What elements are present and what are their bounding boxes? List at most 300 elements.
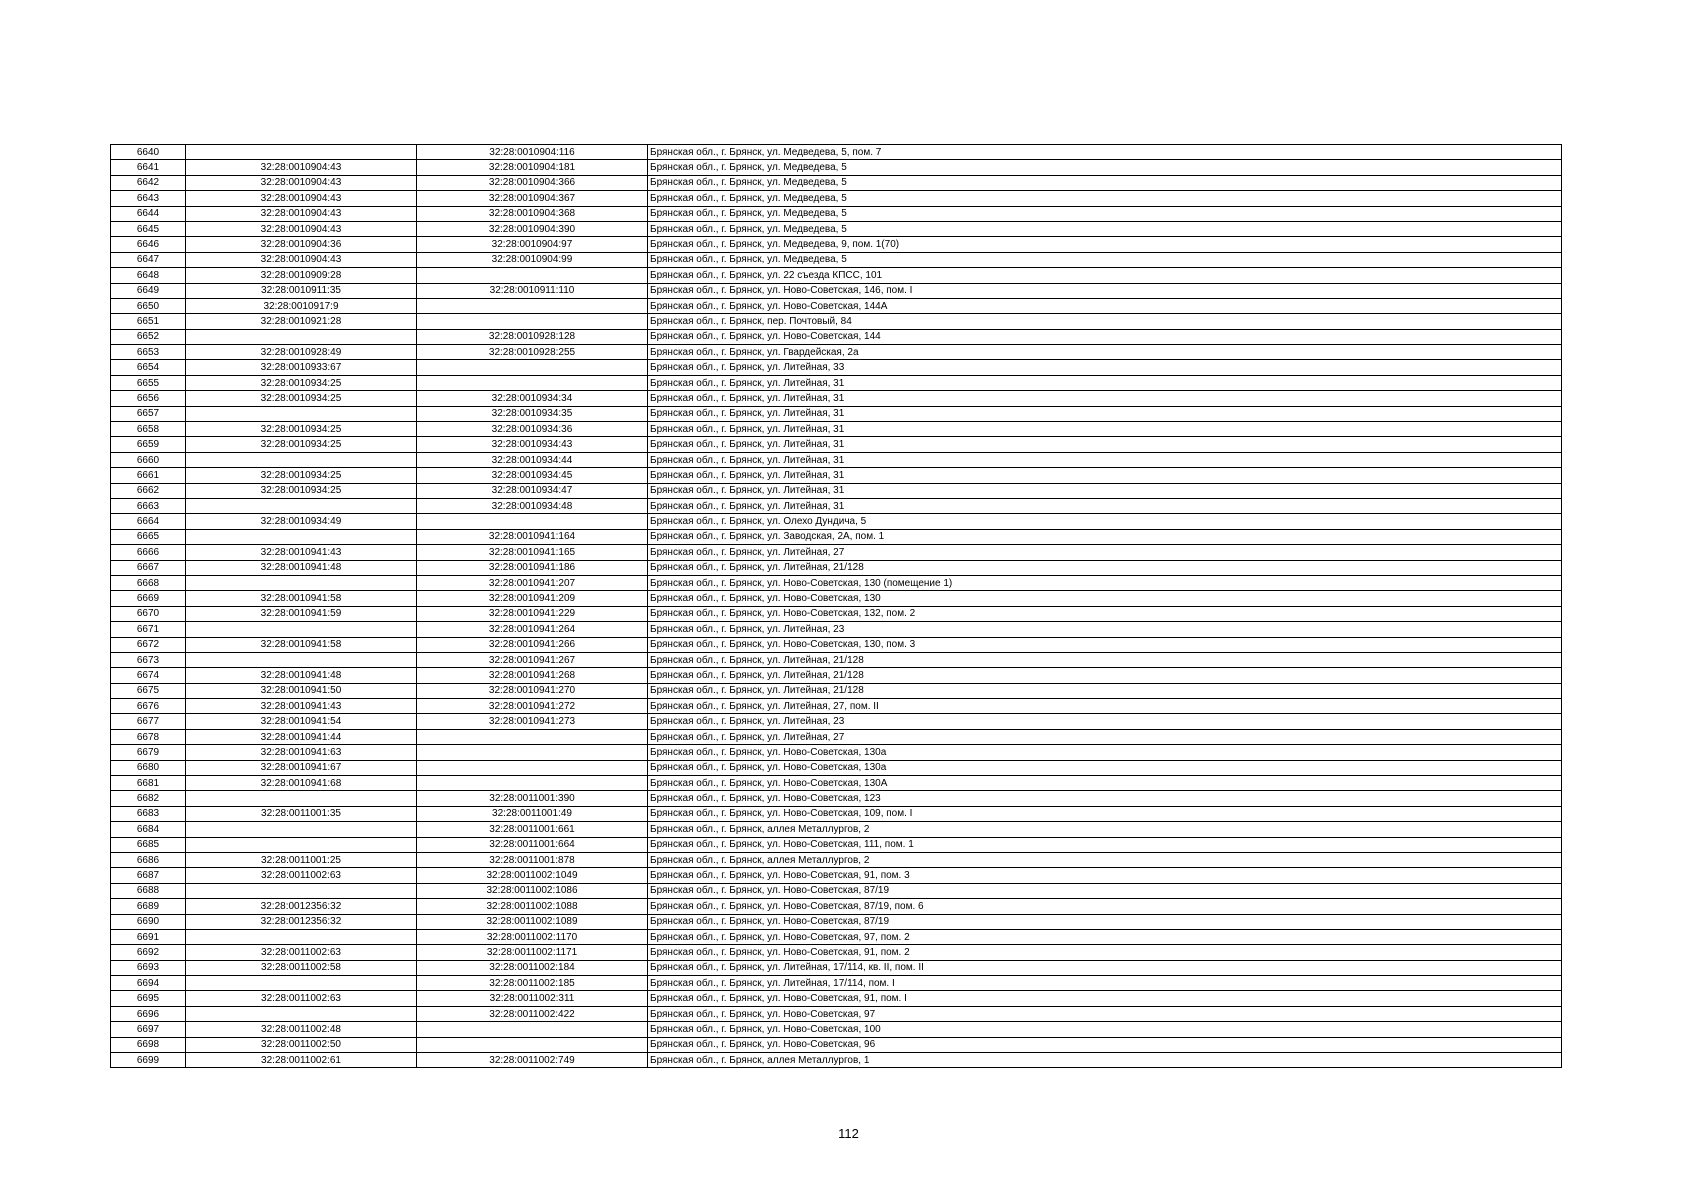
address-cell: Брянская обл., г. Брянск, ул. Литейная, 31: [648, 406, 1562, 421]
address-cell: Брянская обл., г. Брянск, ул. Олехо Дундича, 5: [648, 514, 1562, 529]
parent-cadastral-number-cell: 32:28:0010941:59: [186, 606, 417, 621]
table-row: [111, 268, 1562, 283]
address-cell: Брянская обл., г. Брянск, ул. Литейная, 21/128: [648, 683, 1562, 698]
cadastral-number-cell: 32:28:0010934:44: [417, 452, 648, 467]
parent-cadastral-number-cell: 32:28:0010904:43: [186, 191, 417, 206]
row-number-cell: 6667: [111, 560, 186, 575]
table-row: [111, 929, 1562, 944]
table-row: [111, 145, 1562, 160]
address-cell: Брянская обл., г. Брянск, ул. Медведева, 5: [648, 175, 1562, 190]
cadastral-number-cell: [417, 298, 648, 313]
row-number-cell: 6696: [111, 1006, 186, 1021]
table-row: [111, 883, 1562, 898]
row-number-cell: 6690: [111, 914, 186, 929]
address-cell: Брянская обл., г. Брянск, ул. Ново-Советская, 87/19: [648, 914, 1562, 929]
parent-cadastral-number-cell: 32:28:0010904:43: [186, 206, 417, 221]
row-number-cell: 6642: [111, 175, 186, 190]
parent-cadastral-number-cell: 32:28:0010941:48: [186, 668, 417, 683]
cadastral-number-cell: 32:28:0010904:99: [417, 252, 648, 267]
row-number-cell: 6655: [111, 375, 186, 390]
row-number-cell: 6693: [111, 960, 186, 975]
cadastral-number-cell: 32:28:0011001:390: [417, 791, 648, 806]
table-row: [111, 175, 1562, 190]
cadastral-number-cell: 32:28:0010911:110: [417, 283, 648, 298]
address-cell: Брянская обл., г. Брянск, ул. Литейная, 31: [648, 452, 1562, 467]
address-cell: Брянская обл., г. Брянск, ул. Литейная, 31: [648, 498, 1562, 513]
address-cell: Брянская обл., г. Брянск, ул. 22 съезда КПСС, 101: [648, 268, 1562, 283]
cadastral-number-cell: 32:28:0010941:165: [417, 545, 648, 560]
table-row: [111, 345, 1562, 360]
cadastral-number-cell: [417, 1022, 648, 1037]
address-cell: Брянская обл., г. Брянск, ул. Литейная, 31: [648, 422, 1562, 437]
cadastral-number-cell: 32:28:0011002:1170: [417, 929, 648, 944]
address-cell: Брянская обл., г. Брянск, ул. Литейная, 17/114, пом. I: [648, 976, 1562, 991]
table-row: [111, 314, 1562, 329]
row-number-cell: 6692: [111, 945, 186, 960]
cadastral-number-cell: 32:28:0010928:255: [417, 345, 648, 360]
table-row: [111, 298, 1562, 313]
address-cell: Брянская обл., г. Брянск, ул. Литейная, 33: [648, 360, 1562, 375]
parent-cadastral-number-cell: [186, 929, 417, 944]
address-cell: Брянская обл., г. Брянск, пер. Почтовый, 84: [648, 314, 1562, 329]
address-cell: Брянская обл., г. Брянск, ул. Ново-Советская, 97: [648, 1006, 1562, 1021]
address-cell: Брянская обл., г. Брянск, ул. Ново-Советская, 130: [648, 591, 1562, 606]
address-cell: Брянская обл., г. Брянск, ул. Ново-Советская, 111, пом. 1: [648, 837, 1562, 852]
cadastral-number-cell: 32:28:0011002:1086: [417, 883, 648, 898]
parent-cadastral-number-cell: [186, 652, 417, 667]
parent-cadastral-number-cell: 32:28:0012356:32: [186, 899, 417, 914]
row-number-cell: 6656: [111, 391, 186, 406]
parent-cadastral-number-cell: 32:28:0010934:49: [186, 514, 417, 529]
row-number-cell: 6641: [111, 160, 186, 175]
table-row: [111, 606, 1562, 621]
table-row: [111, 729, 1562, 744]
table-row: [111, 622, 1562, 637]
row-number-cell: 6694: [111, 976, 186, 991]
table-row: [111, 575, 1562, 590]
address-cell: Брянская обл., г. Брянск, ул. Ново-Советская, 87/19: [648, 883, 1562, 898]
row-number-cell: 6684: [111, 822, 186, 837]
cadastral-number-cell: 32:28:0011002:1088: [417, 899, 648, 914]
parent-cadastral-number-cell: 32:28:0010904:43: [186, 175, 417, 190]
registry-table: [110, 144, 1562, 1068]
cadastral-number-cell: 32:28:0010941:268: [417, 668, 648, 683]
table-row: [111, 422, 1562, 437]
table-row: [111, 283, 1562, 298]
table-row: [111, 191, 1562, 206]
cadastral-number-cell: [417, 514, 648, 529]
row-number-cell: 6697: [111, 1022, 186, 1037]
row-number-cell: 6676: [111, 699, 186, 714]
address-cell: Брянская обл., г. Брянск, ул. Заводская, 2А, пом. 1: [648, 529, 1562, 544]
table-row: [111, 437, 1562, 452]
row-number-cell: 6695: [111, 991, 186, 1006]
cadastral-number-cell: 32:28:0010928:128: [417, 329, 648, 344]
parent-cadastral-number-cell: [186, 329, 417, 344]
row-number-cell: 6648: [111, 268, 186, 283]
cadastral-number-cell: 32:28:0010904:368: [417, 206, 648, 221]
table-row: [111, 652, 1562, 667]
table-row: [111, 760, 1562, 775]
row-number-cell: 6685: [111, 837, 186, 852]
address-cell: Брянская обл., г. Брянск, ул. Ново-Советская, 91, пом. 2: [648, 945, 1562, 960]
parent-cadastral-number-cell: [186, 791, 417, 806]
table-row: [111, 945, 1562, 960]
parent-cadastral-number-cell: 32:28:0010904:36: [186, 237, 417, 252]
cadastral-number-cell: 32:28:0010941:164: [417, 529, 648, 544]
parent-cadastral-number-cell: 32:28:0011001:25: [186, 852, 417, 867]
row-number-cell: 6660: [111, 452, 186, 467]
row-number-cell: 6678: [111, 729, 186, 744]
row-number-cell: 6687: [111, 868, 186, 883]
address-cell: Брянская обл., г. Брянск, ул. Гвардейская, 2а: [648, 345, 1562, 360]
parent-cadastral-number-cell: 32:28:0011002:63: [186, 991, 417, 1006]
table-row: [111, 452, 1562, 467]
row-number-cell: 6666: [111, 545, 186, 560]
cadastral-number-cell: 32:28:0010904:390: [417, 221, 648, 236]
table-row: [111, 514, 1562, 529]
parent-cadastral-number-cell: [186, 976, 417, 991]
row-number-cell: 6681: [111, 776, 186, 791]
address-cell: Брянская обл., г. Брянск, ул. Ново-Советская, 96: [648, 1037, 1562, 1052]
cadastral-number-cell: 32:28:0011001:661: [417, 822, 648, 837]
row-number-cell: 6658: [111, 422, 186, 437]
cadastral-number-cell: 32:28:0010904:97: [417, 237, 648, 252]
address-cell: Брянская обл., г. Брянск, ул. Ново-Советская, 130 (помещение 1): [648, 575, 1562, 590]
parent-cadastral-number-cell: 32:28:0010934:25: [186, 391, 417, 406]
table-row: [111, 683, 1562, 698]
address-cell: Брянская обл., г. Брянск, ул. Ново-Советская, 87/19, пом. 6: [648, 899, 1562, 914]
address-cell: Брянская обл., г. Брянск, ул. Ново-Советская, 91, пом. 3: [648, 868, 1562, 883]
address-cell: Брянская обл., г. Брянск, ул. Ново-Советская, 144А: [648, 298, 1562, 313]
address-cell: Брянская обл., г. Брянск, ул. Литейная, 21/128: [648, 652, 1562, 667]
parent-cadastral-number-cell: 32:28:0010911:35: [186, 283, 417, 298]
address-cell: Брянская обл., г. Брянск, ул. Литейная, 31: [648, 391, 1562, 406]
table-row: [111, 498, 1562, 513]
address-cell: Брянская обл., г. Брянск, ул. Медведева, 9, пом. 1(70): [648, 237, 1562, 252]
cadastral-number-cell: [417, 729, 648, 744]
address-cell: Брянская обл., г. Брянск, аллея Металлургов, 2: [648, 822, 1562, 837]
row-number-cell: 6649: [111, 283, 186, 298]
row-number-cell: 6647: [111, 252, 186, 267]
parent-cadastral-number-cell: 32:28:0010941:67: [186, 760, 417, 775]
row-number-cell: 6671: [111, 622, 186, 637]
cadastral-number-cell: 32:28:0011002:422: [417, 1006, 648, 1021]
parent-cadastral-number-cell: 32:28:0010941:63: [186, 745, 417, 760]
table-row: [111, 868, 1562, 883]
row-number-cell: 6654: [111, 360, 186, 375]
table-row: [111, 668, 1562, 683]
parent-cadastral-number-cell: 32:28:0011002:63: [186, 868, 417, 883]
cadastral-number-cell: 32:28:0010941:267: [417, 652, 648, 667]
address-cell: Брянская обл., г. Брянск, ул. Ново-Советская, 91, пом. I: [648, 991, 1562, 1006]
parent-cadastral-number-cell: 32:28:0010928:49: [186, 345, 417, 360]
parent-cadastral-number-cell: 32:28:0010933:67: [186, 360, 417, 375]
parent-cadastral-number-cell: 32:28:0011002:63: [186, 945, 417, 960]
parent-cadastral-number-cell: 32:28:0010941:50: [186, 683, 417, 698]
address-cell: Брянская обл., г. Брянск, ул. Литейная, 21/128: [648, 668, 1562, 683]
parent-cadastral-number-cell: [186, 529, 417, 544]
cadastral-number-cell: 32:28:0010941:270: [417, 683, 648, 698]
table-row: [111, 791, 1562, 806]
row-number-cell: 6659: [111, 437, 186, 452]
table-row: [111, 637, 1562, 652]
cadastral-number-cell: 32:28:0010941:229: [417, 606, 648, 621]
parent-cadastral-number-cell: 32:28:0010904:43: [186, 160, 417, 175]
cadastral-number-cell: 32:28:0010934:47: [417, 483, 648, 498]
cadastral-number-cell: [417, 375, 648, 390]
row-number-cell: 6691: [111, 929, 186, 944]
cadastral-number-cell: 32:28:0011002:184: [417, 960, 648, 975]
cadastral-number-cell: 32:28:0010934:43: [417, 437, 648, 452]
cadastral-number-cell: 32:28:0010934:34: [417, 391, 648, 406]
registry-table-body: [111, 145, 1562, 1068]
table-row: [111, 914, 1562, 929]
row-number-cell: 6686: [111, 852, 186, 867]
cadastral-number-cell: [417, 745, 648, 760]
cadastral-number-cell: 32:28:0010904:116: [417, 145, 648, 160]
cadastral-number-cell: [417, 314, 648, 329]
address-cell: Брянская обл., г. Брянск, аллея Металлургов, 1: [648, 1053, 1562, 1068]
table-row: [111, 360, 1562, 375]
row-number-cell: 6688: [111, 883, 186, 898]
cadastral-number-cell: 32:28:0010941:273: [417, 714, 648, 729]
table-row: [111, 1053, 1562, 1068]
table-row: [111, 714, 1562, 729]
parent-cadastral-number-cell: 32:28:0010941:44: [186, 729, 417, 744]
parent-cadastral-number-cell: 32:28:0010934:25: [186, 437, 417, 452]
table-row: [111, 529, 1562, 544]
row-number-cell: 6665: [111, 529, 186, 544]
table-row: [111, 252, 1562, 267]
cadastral-number-cell: 32:28:0010941:264: [417, 622, 648, 637]
row-number-cell: 6680: [111, 760, 186, 775]
cadastral-number-cell: [417, 360, 648, 375]
address-cell: Брянская обл., г. Брянск, ул. Литейная, 27: [648, 729, 1562, 744]
address-cell: Брянская обл., г. Брянск, ул. Ново-Советская, 100: [648, 1022, 1562, 1037]
cadastral-number-cell: [417, 776, 648, 791]
cadastral-number-cell: 32:28:0010904:181: [417, 160, 648, 175]
address-cell: Брянская обл., г. Брянск, ул. Литейная, 27, пом. II: [648, 699, 1562, 714]
page-number: 112: [838, 1126, 859, 1141]
address-cell: Брянская обл., г. Брянск, ул. Литейная, 17/114, кв. II, пом. II: [648, 960, 1562, 975]
address-cell: Брянская обл., г. Брянск, аллея Металлургов, 2: [648, 852, 1562, 867]
cadastral-number-cell: 32:28:0010941:207: [417, 575, 648, 590]
parent-cadastral-number-cell: 32:28:0010921:28: [186, 314, 417, 329]
row-number-cell: 6679: [111, 745, 186, 760]
cadastral-number-cell: [417, 268, 648, 283]
table-row: [111, 1006, 1562, 1021]
parent-cadastral-number-cell: 32:28:0010934:25: [186, 483, 417, 498]
row-number-cell: 6689: [111, 899, 186, 914]
table-row: [111, 468, 1562, 483]
address-cell: Брянская обл., г. Брянск, ул. Ново-Советская, 123: [648, 791, 1562, 806]
cadastral-number-cell: 32:28:0010941:272: [417, 699, 648, 714]
address-cell: Брянская обл., г. Брянск, ул. Ново-Советская, 97, пом. 2: [648, 929, 1562, 944]
row-number-cell: 6674: [111, 668, 186, 683]
row-number-cell: 6650: [111, 298, 186, 313]
address-cell: Брянская обл., г. Брянск, ул. Медведева, 5: [648, 160, 1562, 175]
row-number-cell: 6668: [111, 575, 186, 590]
table-row: [111, 776, 1562, 791]
table-row: [111, 745, 1562, 760]
table-row: [111, 375, 1562, 390]
parent-cadastral-number-cell: 32:28:0010934:25: [186, 468, 417, 483]
row-number-cell: 6643: [111, 191, 186, 206]
row-number-cell: 6663: [111, 498, 186, 513]
address-cell: Брянская обл., г. Брянск, ул. Литейная, 23: [648, 622, 1562, 637]
table-row: [111, 406, 1562, 421]
row-number-cell: 6683: [111, 806, 186, 821]
parent-cadastral-number-cell: [186, 622, 417, 637]
table-row: [111, 560, 1562, 575]
parent-cadastral-number-cell: 32:28:0010909:28: [186, 268, 417, 283]
parent-cadastral-number-cell: 32:28:0012356:32: [186, 914, 417, 929]
parent-cadastral-number-cell: 32:28:0011002:50: [186, 1037, 417, 1052]
cadastral-number-cell: [417, 1037, 648, 1052]
row-number-cell: 6677: [111, 714, 186, 729]
address-cell: Брянская обл., г. Брянск, ул. Ново-Советская, 130а: [648, 760, 1562, 775]
cadastral-number-cell: 32:28:0010934:35: [417, 406, 648, 421]
table-row: [111, 329, 1562, 344]
cadastral-number-cell: 32:28:0010934:36: [417, 422, 648, 437]
parent-cadastral-number-cell: 32:28:0011002:58: [186, 960, 417, 975]
row-number-cell: 6662: [111, 483, 186, 498]
table-row: [111, 591, 1562, 606]
address-cell: Брянская обл., г. Брянск, ул. Медведева, 5: [648, 252, 1562, 267]
row-number-cell: 6644: [111, 206, 186, 221]
address-cell: Брянская обл., г. Брянск, ул. Литейная, 27: [648, 545, 1562, 560]
parent-cadastral-number-cell: [186, 406, 417, 421]
cadastral-number-cell: 32:28:0010941:186: [417, 560, 648, 575]
parent-cadastral-number-cell: 32:28:0010917:9: [186, 298, 417, 313]
parent-cadastral-number-cell: [186, 837, 417, 852]
parent-cadastral-number-cell: 32:28:0010934:25: [186, 422, 417, 437]
table-row: [111, 221, 1562, 236]
cadastral-number-cell: 32:28:0010934:48: [417, 498, 648, 513]
parent-cadastral-number-cell: 32:28:0010941:48: [186, 560, 417, 575]
row-number-cell: 6661: [111, 468, 186, 483]
parent-cadastral-number-cell: 32:28:0010941:54: [186, 714, 417, 729]
table-row: [111, 1037, 1562, 1052]
cadastral-number-cell: 32:28:0011001:664: [417, 837, 648, 852]
row-number-cell: 6675: [111, 683, 186, 698]
row-number-cell: 6664: [111, 514, 186, 529]
row-number-cell: 6682: [111, 791, 186, 806]
row-number-cell: 6673: [111, 652, 186, 667]
address-cell: Брянская обл., г. Брянск, ул. Медведева, 5: [648, 221, 1562, 236]
row-number-cell: 6657: [111, 406, 186, 421]
parent-cadastral-number-cell: 32:28:0011002:61: [186, 1053, 417, 1068]
address-cell: Брянская обл., г. Брянск, ул. Ново-Советская, 109, пом. I: [648, 806, 1562, 821]
cadastral-number-cell: 32:28:0010941:266: [417, 637, 648, 652]
parent-cadastral-number-cell: [186, 498, 417, 513]
row-number-cell: 6699: [111, 1053, 186, 1068]
cadastral-number-cell: 32:28:0011001:49: [417, 806, 648, 821]
address-cell: Брянская обл., г. Брянск, ул. Ново-Советская, 146, пом. I: [648, 283, 1562, 298]
address-cell: Брянская обл., г. Брянск, ул. Ново-Советская, 130а: [648, 745, 1562, 760]
address-cell: Брянская обл., г. Брянск, ул. Литейная, 31: [648, 437, 1562, 452]
table-row: [111, 160, 1562, 175]
cadastral-number-cell: 32:28:0010941:209: [417, 591, 648, 606]
table-row: [111, 899, 1562, 914]
table-row: [111, 960, 1562, 975]
cadastral-number-cell: 32:28:0011002:1089: [417, 914, 648, 929]
address-cell: Брянская обл., г. Брянск, ул. Медведева, 5: [648, 191, 1562, 206]
table-row: [111, 237, 1562, 252]
table-row: [111, 699, 1562, 714]
address-cell: Брянская обл., г. Брянск, ул. Ново-Советская, 130А: [648, 776, 1562, 791]
parent-cadastral-number-cell: 32:28:0010941:58: [186, 637, 417, 652]
row-number-cell: 6646: [111, 237, 186, 252]
row-number-cell: 6672: [111, 637, 186, 652]
table-row: [111, 545, 1562, 560]
table-row: [111, 822, 1562, 837]
row-number-cell: 6670: [111, 606, 186, 621]
row-number-cell: 6652: [111, 329, 186, 344]
address-cell: Брянская обл., г. Брянск, ул. Литейная, 21/128: [648, 560, 1562, 575]
cadastral-number-cell: 32:28:0011002:1171: [417, 945, 648, 960]
cadastral-number-cell: 32:28:0011001:878: [417, 852, 648, 867]
parent-cadastral-number-cell: [186, 575, 417, 590]
parent-cadastral-number-cell: [186, 145, 417, 160]
address-cell: Брянская обл., г. Брянск, ул. Ново-Советская, 132, пом. 2: [648, 606, 1562, 621]
cadastral-number-cell: 32:28:0010934:45: [417, 468, 648, 483]
parent-cadastral-number-cell: 32:28:0010941:43: [186, 699, 417, 714]
cadastral-number-cell: 32:28:0010904:366: [417, 175, 648, 190]
table-row: [111, 391, 1562, 406]
row-number-cell: 6645: [111, 221, 186, 236]
cadastral-number-cell: 32:28:0010904:367: [417, 191, 648, 206]
address-cell: Брянская обл., г. Брянск, ул. Литейная, 31: [648, 468, 1562, 483]
address-cell: Брянская обл., г. Брянск, ул. Литейная, 31: [648, 483, 1562, 498]
address-cell: Брянская обл., г. Брянск, ул. Медведева, 5, пом. 7: [648, 145, 1562, 160]
parent-cadastral-number-cell: 32:28:0010941:43: [186, 545, 417, 560]
table-row: [111, 206, 1562, 221]
cadastral-number-cell: 32:28:0011002:1049: [417, 868, 648, 883]
parent-cadastral-number-cell: [186, 883, 417, 898]
cadastral-number-cell: 32:28:0011002:311: [417, 991, 648, 1006]
parent-cadastral-number-cell: 32:28:0010904:43: [186, 221, 417, 236]
parent-cadastral-number-cell: 32:28:0010941:68: [186, 776, 417, 791]
table-row: [111, 976, 1562, 991]
address-cell: Брянская обл., г. Брянск, ул. Ново-Советская, 144: [648, 329, 1562, 344]
parent-cadastral-number-cell: 32:28:0011001:35: [186, 806, 417, 821]
address-cell: Брянская обл., г. Брянск, ул. Литейная, 31: [648, 375, 1562, 390]
parent-cadastral-number-cell: 32:28:0010904:43: [186, 252, 417, 267]
table-row: [111, 852, 1562, 867]
row-number-cell: 6640: [111, 145, 186, 160]
table-row: [111, 806, 1562, 821]
address-cell: Брянская обл., г. Брянск, ул. Литейная, 23: [648, 714, 1562, 729]
cadastral-number-cell: 32:28:0011002:185: [417, 976, 648, 991]
row-number-cell: 6669: [111, 591, 186, 606]
parent-cadastral-number-cell: [186, 822, 417, 837]
parent-cadastral-number-cell: 32:28:0010934:25: [186, 375, 417, 390]
parent-cadastral-number-cell: 32:28:0011002:48: [186, 1022, 417, 1037]
cadastral-number-cell: [417, 760, 648, 775]
table-row: [111, 991, 1562, 1006]
row-number-cell: 6698: [111, 1037, 186, 1052]
cadastral-number-cell: 32:28:0011002:749: [417, 1053, 648, 1068]
table-row: [111, 483, 1562, 498]
parent-cadastral-number-cell: [186, 1006, 417, 1021]
row-number-cell: 6653: [111, 345, 186, 360]
table-row: [111, 1022, 1562, 1037]
address-cell: Брянская обл., г. Брянск, ул. Медведева, 5: [648, 206, 1562, 221]
address-cell: Брянская обл., г. Брянск, ул. Ново-Советская, 130, пом. 3: [648, 637, 1562, 652]
row-number-cell: 6651: [111, 314, 186, 329]
